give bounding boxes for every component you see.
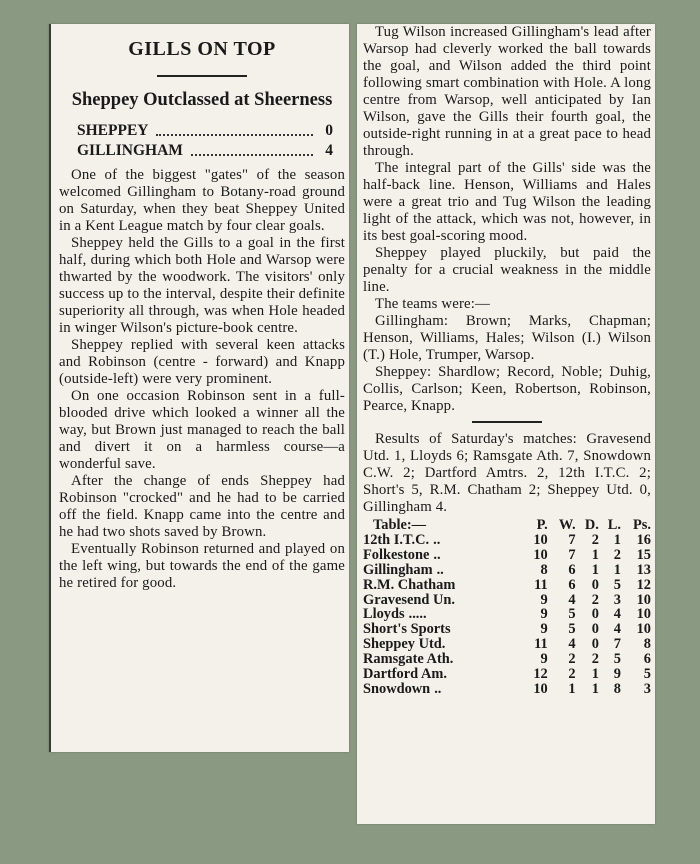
- table-cell-d: 0: [591, 606, 599, 623]
- table-cell-p: 9: [540, 591, 548, 608]
- table-label: Table:—: [373, 517, 427, 533]
- table-cell-d: 2: [591, 531, 599, 548]
- table-cell-p: 10: [533, 531, 548, 548]
- team-leader-dots: ..: [433, 546, 441, 563]
- header-lost: L.: [607, 517, 621, 533]
- table-row: [363, 652, 651, 667]
- article-paragraph: One of the biggest "gates" of the season welcomed Gillingham to Botany-road ground on Saturday, when they beat Sheppey United in a Kent League match by four clear goals.: [59, 167, 345, 234]
- article-paragraph: After the change of ends Sheppey had Robinson "crocked" and he had to be carried off the field. Knapp came into the centre and he had two shots saved by Brown.: [59, 473, 345, 540]
- team-name: 12th I.T.C.: [363, 531, 430, 548]
- table-cell-w: 1: [568, 680, 576, 697]
- article-paragraph: Sheppey replied with several keen attacks and Robinson (centre - forward) and Knapp (outside-left) were very prominent.: [59, 337, 345, 387]
- header-played: P.: [536, 517, 548, 533]
- header-won: W.: [558, 517, 576, 533]
- table-cell-l: 1: [613, 531, 621, 548]
- table-cell-w: 6: [568, 576, 576, 593]
- table-cell-d: 1: [591, 561, 599, 578]
- table-cell-l: 8: [613, 680, 621, 697]
- score-goals: 4: [325, 142, 333, 159]
- right-column-clipping: [357, 24, 655, 824]
- table-row: [363, 548, 651, 563]
- headline: GILLS ON TOP: [128, 38, 276, 60]
- team-name: R.M. Chatham: [363, 576, 456, 593]
- table-row: [363, 533, 651, 548]
- table-team: [363, 593, 524, 608]
- table-cell-ps: 10: [636, 591, 651, 608]
- table-cell-w: 4: [568, 636, 576, 653]
- table-cell-d: 0: [591, 621, 599, 638]
- team-leader-dots: ..: [434, 680, 442, 697]
- table-cell-w: 5: [568, 621, 576, 638]
- table-cell-p: 9: [540, 621, 548, 638]
- team-name: Sheppey Utd.: [363, 636, 446, 653]
- table-row: [363, 607, 651, 622]
- table-cell-w: 5: [568, 606, 576, 623]
- table-cell-w: 6: [568, 561, 576, 578]
- table-cell-p: 9: [540, 651, 548, 668]
- table-cell-ps: 16: [636, 531, 651, 548]
- team-leader-dots: ..: [433, 531, 441, 548]
- table-cell-d: 2: [591, 591, 599, 608]
- subheading: Sheppey Outclassed at Sheerness: [71, 90, 333, 110]
- score-line: [59, 141, 345, 161]
- table-cell-p: 12: [533, 666, 548, 683]
- table-cell-d: 1: [591, 680, 599, 697]
- table-cell-ps: 12: [636, 576, 651, 593]
- header-points: Ps.: [633, 517, 651, 533]
- table-row: [363, 667, 651, 682]
- table-cell-w: 2: [568, 651, 576, 668]
- section-rule: [472, 421, 542, 423]
- team-name: Lloyds: [363, 606, 405, 623]
- table-row: [363, 563, 651, 578]
- results-paragraph: Results of Saturday's matches: Gravesend Utd. 1, Lloyds 6; Ramsgate Ath. 7, Snowdown C.W. 2; Dartford Amtrs. 2, 12th I.T.C. 2; Short's 5, R.M. Chatham 2; Sheppey Utd. 0, Gillingham 4.: [363, 431, 651, 515]
- article-paragraph: Tug Wilson increased Gillingham's lead after Warsop had cleverly worked the ball towards the goal, and Wilson added the third point following smart combination with Hole. A long centre from Warsop, well anticipated by Ian Wilson, gave the Gills their fourth goal, the outside-right running in at a great pace to head through.: [363, 24, 651, 159]
- score-team: SHEPPEY: [77, 122, 149, 139]
- table-cell-d: 0: [591, 576, 599, 593]
- table-cell-d: 1: [591, 666, 599, 683]
- table-row: [363, 593, 651, 608]
- column-rule: [49, 24, 51, 752]
- table-cell-w: 7: [568, 531, 576, 548]
- table-cell-ps: 15: [636, 546, 651, 563]
- article-paragraph: On one occasion Robinson sent in a full-blooded drive which looked a winner all the way, but Brown just managed to reach the ball and divert it on a harmless course—a wonderful save.: [59, 388, 345, 472]
- team-name: Dartford Am.: [363, 666, 447, 683]
- table-cell-l: 4: [613, 621, 621, 638]
- table-cell-w: 7: [568, 546, 576, 563]
- table-cell-l: 5: [613, 651, 621, 668]
- table-team: [363, 533, 524, 548]
- table-cell-ps: 10: [636, 621, 651, 638]
- team-name: Folkestone: [363, 546, 430, 563]
- table-team: [363, 637, 524, 652]
- league-table-header: [363, 518, 651, 533]
- table-row: [363, 622, 651, 637]
- table-cell-l: 1: [613, 561, 621, 578]
- table-cell-l: 4: [613, 606, 621, 623]
- article-paragraph: Eventually Robinson returned and played on the left wing, but towards the end of the game he retired for good.: [59, 541, 345, 591]
- table-cell-p: 8: [540, 561, 548, 578]
- table-cell-l: 9: [613, 666, 621, 683]
- team-leader-dots: ..: [436, 561, 444, 578]
- table-team: [363, 682, 524, 697]
- team-lineup: Gillingham: Brown; Marks, Chapman; Henson, Williams, Hales; Wilson (I.) Wilson (T.) Hole, Trumper, Warsop.: [363, 313, 651, 363]
- table-team: [363, 607, 524, 622]
- team-name: Short's Sports: [363, 621, 451, 638]
- table-team: [363, 652, 524, 667]
- table-cell-ps: 13: [636, 561, 651, 578]
- table-cell-l: 2: [613, 546, 621, 563]
- left-column-clipping: [49, 24, 349, 752]
- table-team: [363, 622, 524, 637]
- article-paragraph: The teams were:—: [375, 296, 490, 312]
- team-name: Gravesend Un.: [363, 591, 455, 608]
- article-paragraph: The integral part of the Gills' side was the half-back line. Henson, Williams and Hales were a great trio and Tug Wilson the leading light of the attack, which was not, however, in its best goal-scoring mood.: [363, 160, 651, 244]
- table-team: [363, 578, 524, 593]
- table-row: [363, 637, 651, 652]
- headline-rule: [157, 75, 247, 77]
- table-cell-ps: 8: [643, 636, 651, 653]
- league-table: [363, 518, 651, 697]
- table-row: [363, 682, 651, 697]
- table-cell-l: 5: [613, 576, 621, 593]
- table-cell-d: 1: [591, 546, 599, 563]
- leader-dots: [156, 121, 313, 136]
- table-team: [363, 667, 524, 682]
- score-team: GILLINGHAM: [77, 142, 183, 159]
- score-goals: 0: [325, 122, 333, 139]
- team-leader-dots: .....: [408, 606, 427, 623]
- table-cell-p: 11: [534, 576, 548, 593]
- table-team: [363, 563, 524, 578]
- team-name: Ramsgate Ath.: [363, 651, 454, 668]
- article-paragraph: Sheppey held the Gills to a goal in the first half, during which both Hole and Warsop were thwarted by the woodwork. The visitors' only success up to the interval, despite their definite superiority all through, was when Hole headed in winger Wilson's picture-book centre.: [59, 235, 345, 336]
- table-cell-w: 4: [568, 591, 576, 608]
- table-cell-l: 7: [613, 636, 621, 653]
- table-cell-ps: 3: [643, 680, 651, 697]
- score-line: [59, 121, 345, 141]
- table-cell-d: 2: [591, 651, 599, 668]
- team-name: Snowdown: [363, 680, 431, 697]
- team-name: Gillingham: [363, 561, 433, 578]
- table-cell-p: 9: [540, 606, 548, 623]
- table-cell-p: 10: [533, 680, 548, 697]
- table-row: [363, 578, 651, 593]
- team-lineup: Sheppey: Shardlow; Record, Noble; Duhig, Collis, Carlson; Keen, Robertson, Robinson, Pearce, Knapp.: [363, 364, 651, 414]
- leader-dots: [191, 141, 313, 156]
- table-cell-ps: 10: [636, 606, 651, 623]
- table-cell-p: 10: [533, 546, 548, 563]
- table-cell-ps: 5: [643, 666, 651, 683]
- table-cell-d: 0: [591, 636, 599, 653]
- table-team: [363, 548, 524, 563]
- article-paragraph: Sheppey played pluckily, but paid the penalty for a crucial weakness in the middle line.: [363, 245, 651, 295]
- table-cell-ps: 6: [643, 651, 651, 668]
- header-drawn: D.: [584, 517, 599, 533]
- table-cell-p: 11: [534, 636, 548, 653]
- table-cell-w: 2: [568, 666, 576, 683]
- table-cell-l: 3: [613, 591, 621, 608]
